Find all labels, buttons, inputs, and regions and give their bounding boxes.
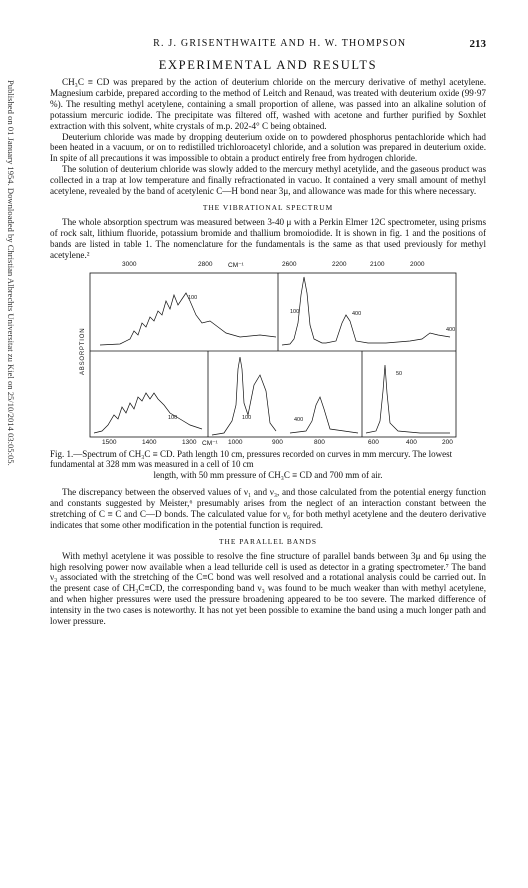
- bottom-tick-900: 900: [272, 438, 283, 446]
- spectrum-plot: [50, 265, 470, 447]
- annotation-6: 100: [242, 414, 252, 421]
- para-intro-2: Deuterium chloride was made by dropping deuterium oxide on to powdered phosphorus pentachloride which had been heated in a vacuum, or on to redistilled trichloroacetyl chloride, and a solution was prepared in deuterium oxide. In spite of all precautions it was impossible to obtain a product entirely free from hydrogen chloride.: [50, 131, 486, 164]
- bottom-tick-1300: 1300: [182, 438, 197, 446]
- top-tick-2600: 2600: [282, 260, 297, 268]
- section-title: EXPERIMENTAL AND RESULTS: [158, 58, 378, 72]
- top-tick-2100: 2100: [370, 260, 385, 268]
- top-tick-2800: 2800: [198, 260, 213, 268]
- subheading-vibrational: THE VIBRATIONAL SPECTRUM: [202, 202, 334, 212]
- bottom-tick-200: 200: [442, 438, 453, 446]
- bottom-tick-800: 800: [314, 438, 325, 446]
- bottom-tick-1000: 1000: [228, 438, 243, 446]
- annotation-1: 100: [188, 294, 198, 301]
- para-intro-1: CH₃C ≡ CD was prepared by the action of deuterium chloride on the mercury derivative of methyl acetylene. Magnesium carbide, prepared according to the method of Leitch and Renaud, was treated with deuterium oxide (99·97 %). The resulting methyl acetylene, containing a small proportion of allene, was passed into an alkaline solution of potassium mercuric iodide. The precipitate was filtered off, washed with acetone and further purified by Soxhlet extraction with this solvent, white crystals of m.p. 202-4° C being obtained.: [50, 77, 486, 131]
- top-unit: CM⁻¹: [228, 261, 244, 269]
- bottom-tick-400: 400: [406, 438, 417, 446]
- top-tick-2000: 2000: [410, 260, 425, 268]
- top-tick-3000: 3000: [122, 260, 137, 268]
- caption-line-1: Fig. 1.—Spectrum of CH₃C ≡ CD. Path length 10 cm, pressures recorded on curves in mm mercury. The lowest fundamental at 328 mm was measured in a cell of 10 cm: [50, 448, 453, 470]
- y-axis-label: ABSORPTION: [80, 327, 86, 375]
- para-vibrational: The whole absorption spectrum was measured between 3-40 μ with a Perkin Elmer 12C spectrometer, using prisms of rock salt, lithium fluoride, potassium bromide and thallium bromoiodide. It is shown in fig. 1 and the positions of bands are listed in table 1. The nomenclature for the fundamentals is the same as that used previously for methyl acetylene.²: [50, 216, 486, 260]
- para-parallel: With methyl acetylene it was possible to resolve the fine structure of parallel bands between 3μ and 6μ using the high resolving power now available when a lead telluride cell is used as detector in a grating spectrometer.⁷ The band ν₃ associated with the stretching of the C≡C bond was well resolved and a rotational analysis could be carried out. In the present case of CH₃C≡CD, the corresponding band ν₃ was found to be much weaker than with methyl acetylene, and when higher pressures were used the pressure broadening appeared to be too severe. The marked difference of intensity in the two cases is noteworthy. It has not yet been possible to examine the band using a much longer path and lower pressure.: [50, 550, 486, 627]
- page-number: 213: [469, 38, 486, 50]
- top-tick-2200: 2200: [332, 260, 347, 268]
- annotation-2: 100: [290, 308, 300, 315]
- bottom-tick-1400: 1400: [142, 438, 157, 446]
- download-notice: [4, 80, 16, 580]
- page: [50, 38, 486, 627]
- para-discrepancy: The discrepancy between the observed values of ν₁ and ν₃, and those calculated from the potential energy function and constants suggested by Meister,⁶ presumably arises from the neglect of an interaction constant between the stretching of C ≡ C and C—D bonds. The calculated value for ν₆ for both methyl acetylene and the deutero derivative indicates that some other modification in the potential function is required.: [50, 486, 486, 530]
- annotation-4: 400: [446, 326, 456, 333]
- para-intro-3: The solution of deuterium chloride was slowly added to the mercury methyl acetylide, and the gaseous product was collected in a trap at low temperature and finally refractionated in vacuo. It contained a very small amount of methyl acetylene, revealed by the band of acetylenic C—H bond near 3μ, and allowance was made for this where necessary.: [50, 164, 486, 197]
- figure-spectrum: [50, 260, 470, 447]
- bottom-tick-1500: 1500: [102, 438, 117, 446]
- header-authors: R. J. GRISENTHWAITE AND H. W. THOMPSON: [153, 38, 407, 49]
- annotation-7: 400: [294, 416, 304, 423]
- annotation-3: 400: [352, 310, 362, 317]
- annotation-8: 50: [396, 370, 403, 377]
- figure-caption: [50, 449, 486, 481]
- bottom-tick-600: 600: [368, 438, 379, 446]
- subheading-parallel: THE PARALLEL BANDS: [219, 536, 317, 546]
- caption-line-2: length, with 50 mm pressure of CH₃C ≡ CD and 700 mm of air.: [153, 470, 383, 481]
- annotation-5: 100: [168, 414, 178, 421]
- bottom-unit: CM⁻¹: [202, 439, 218, 447]
- download-notice-text: Published on 01 January 1954. Downloaded by Christian Albrechts Universitat zu Kiel on 25/10/2014 03:05:05.: [6, 80, 16, 466]
- running-header: [50, 38, 486, 50]
